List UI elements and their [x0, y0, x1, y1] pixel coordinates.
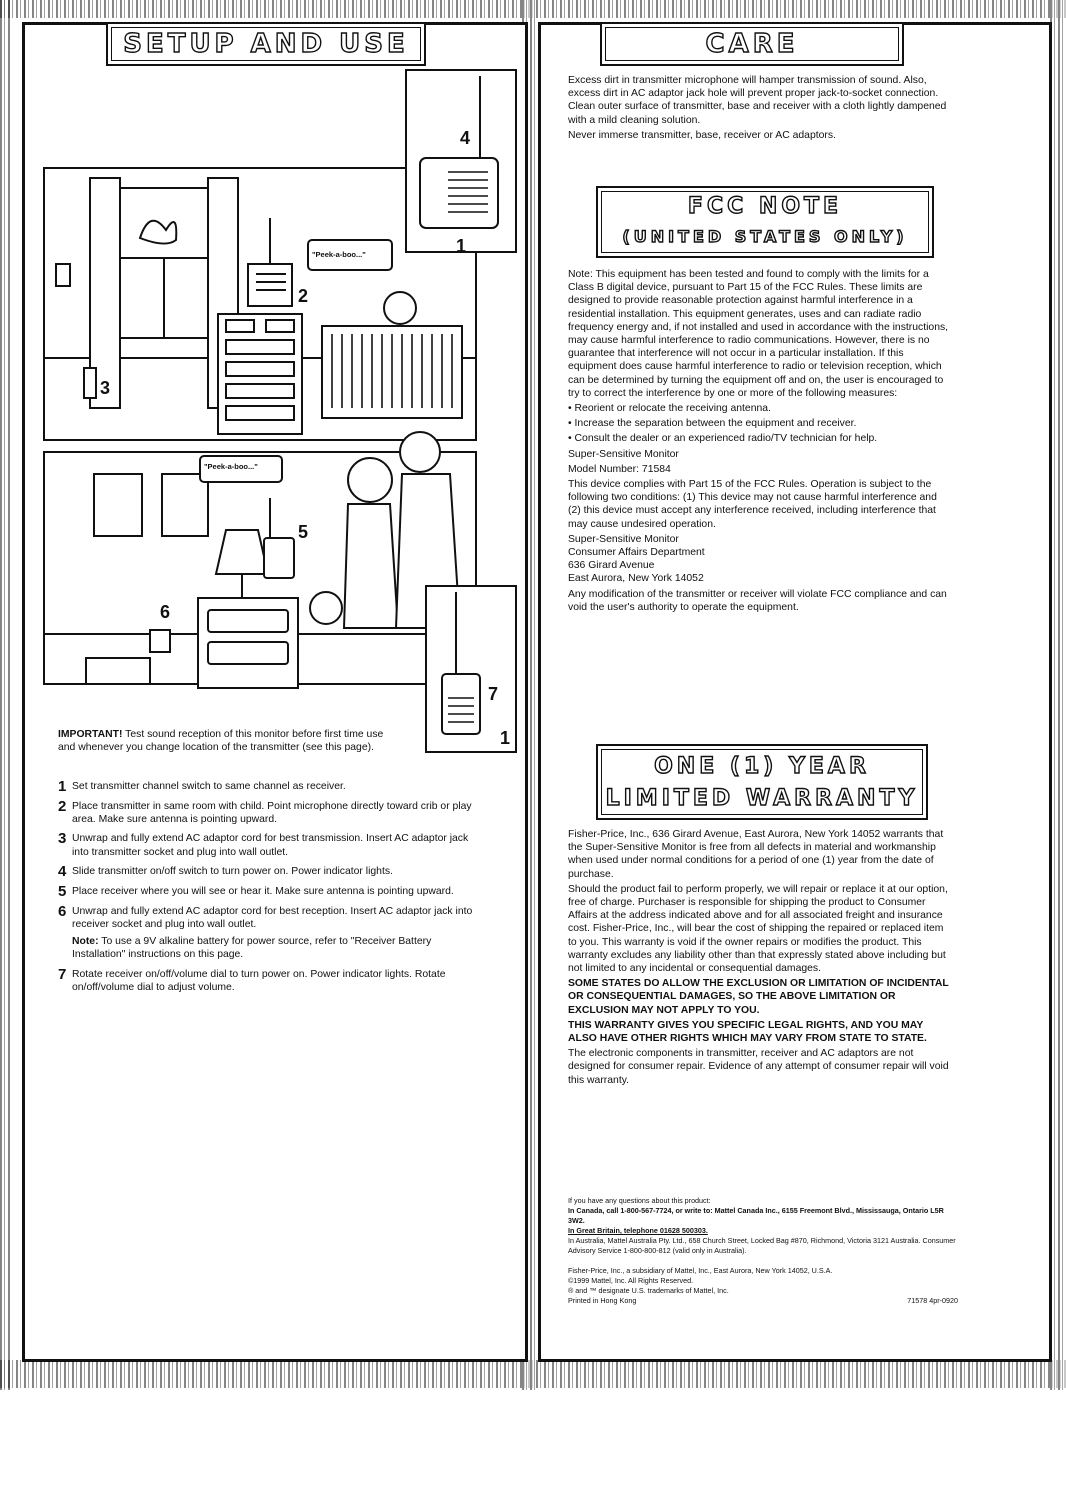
step-number: 7 [58, 965, 67, 983]
receiver-drawing [264, 538, 294, 578]
step-4 [58, 862, 478, 880]
bubble-bottom-text: "Peek-a-boo..." [204, 462, 258, 471]
fcc-product: Super-Sensitive Monitor [568, 448, 679, 460]
step-number: 3 [58, 830, 67, 848]
step-3 [58, 832, 478, 858]
step-number: 5 [58, 882, 67, 900]
important-text: Test sound reception of this monitor before first time use and whenever you change location of the transmitter (see this page). [58, 729, 384, 754]
setup-steps [58, 780, 478, 1000]
footer-questions: If you have any questions about this product: [568, 1196, 711, 1205]
callout-5: 5 [298, 522, 309, 542]
fcc-modification: Any modification of the transmitter or receiver will violate FCC compliance and can void the user's authority to operate the equipment. [568, 588, 947, 613]
callout-1-bottom: 1 [500, 728, 511, 748]
step-text: Set transmitter channel switch to same channel as receiver. [72, 781, 346, 792]
fcc-compliance: This device complies with Part 15 of the FCC Rules. Operation is subject to the following two conditions: (1) This device may not cause harmful interference and (2) this device must accept any interference received, including interference that may cause undesired operation. [568, 479, 937, 530]
warranty-paragraph: Fisher-Price, Inc., 636 Girard Avenue, East Aurora, New York 14052 warrants that the Super-Sensitive Monitor is free from all defects in material and workmanship when used under normal conditions for a period of one (1) year from the date of purchase. [568, 829, 944, 880]
care-immerse-warning: Never immerse transmitter, base, receiver or AC adaptors. [568, 129, 836, 141]
footer-printed: Printed in Hong Kong [568, 1296, 637, 1305]
callout-7: 7 [488, 684, 499, 704]
fcc-measures [568, 402, 952, 446]
step-6 [58, 902, 478, 931]
setup-title-box [106, 22, 426, 66]
step-text: Unwrap and fully extend AC adaptor cord for best reception. Insert AC adaptor jack into receiver socket and plug into wall outlet. [72, 905, 473, 931]
step-number: 1 [58, 778, 67, 795]
warranty-caps-rights: THIS WARRANTY GIVES YOU SPECIFIC LEGAL RIGHTS, AND YOU MAY ALSO HAVE OTHER RIGHTS WHICH MAY VARY FROM STATE TO STATE. [568, 1019, 927, 1045]
fcc-measure: • Consult the dealer or an experienced radio/TV technician for help. [568, 432, 952, 445]
fcc-address-line: East Aurora, New York 14052 [568, 573, 704, 585]
fcc-title: FCC NOTE [687, 194, 843, 219]
fcc-model: Model Number: 71584 [568, 463, 671, 475]
footer-great-britain: In Great Britain, telephone 01628 500303. [568, 1226, 708, 1235]
care-paragraph: Excess dirt in transmitter microphone will hamper transmission of sound. Also, excess dirt in AC adaptor jack hole will prevent proper jack-to-socket connection. Clean outer surface of transmitter, base and receiver with a cloth lightly dampened with a mild cleaning solution. [568, 75, 947, 126]
picture-frame-cat [94, 474, 142, 536]
scan-noise-right [1050, 0, 1066, 1390]
callout-2: 2 [298, 286, 309, 306]
fcc-measure: • Reorient or relocate the receiving antenna. [568, 402, 952, 415]
footer-trademark: ® and ™ designate U.S. trademarks of Mattel, Inc. [568, 1286, 729, 1295]
footer-part-code: 71578 4pr-0920 [907, 1296, 958, 1305]
note-label: Note: [72, 936, 99, 948]
warranty-paragraph: The electronic components in transmitter, receiver and AC adaptors are not designed for consumer repair. Evidence of any attempt of consumer repair will void this warranty. [568, 1048, 949, 1086]
picture-frame-dog [162, 474, 208, 536]
father-figure [400, 432, 440, 472]
scan-noise-left [0, 0, 12, 1390]
fcc-title-frame [601, 191, 929, 253]
step-2 [58, 800, 478, 826]
step-number: 2 [58, 798, 67, 815]
fcc-subtitle: (UNITED STATES ONLY) [622, 227, 908, 246]
step-1 [58, 780, 478, 794]
fcc-title-box [596, 186, 934, 258]
footer-australia: In Australia, Mattel Australia Pty. Ltd., 658 Church Street, Locked Bag #870, Richmond, Victoria 3121 Australia. Consumer Advisory Service 1-800-800-812 (valid only in Australia). [568, 1236, 956, 1255]
care-title-box [600, 22, 904, 66]
important-block [58, 728, 398, 754]
warranty-caps-states: SOME STATES DO ALLOW THE EXCLUSION OR LIMITATION OF INCIDENTAL OR CONSEQUENTIAL DAMAGES, SO THE ABOVE LIMITATION OR EXCLUSION MAY NOT APPLY TO YOU. [568, 978, 949, 1016]
callout-6: 6 [160, 602, 171, 622]
step-number: 6 [58, 902, 67, 920]
callout-4: 4 [460, 128, 471, 148]
mother-figure [348, 458, 392, 502]
warranty-title-line2: LIMITED WARRANTY [605, 786, 919, 811]
warranty-paragraph: Should the product fail to perform properly, we will repair or replace it at our option, free of charge. Purchaser is responsible for shipping the product to Consumer Affairs at the address indicated above and for all associated freight and insurance cost. Fisher-Price, Inc., will bear the cost of shipping the repaired or replaced item to you. This warranty is void if the owner repairs or modifies the product. This warranty excludes any liability other than that expressly stated above including but not limited to any incidental or consequential damages. [568, 883, 948, 975]
fcc-address-line: Super-Sensitive Monitor [568, 533, 679, 545]
fcc-text [568, 268, 952, 616]
step-text: Rotate receiver on/off/volume dial to turn power on. Power indicator lights. Rotate on/off/volume dial to adjust volume. [72, 968, 446, 993]
callout-1-top: 1 [456, 236, 467, 256]
step-text: Unwrap and fully extend AC adaptor cord for best transmission. Insert AC adaptor jack into transmitter socket and plug into wall outlet. [72, 833, 469, 858]
fcc-measure: • Increase the separation between the equipment and receiver. [568, 417, 952, 430]
warranty-title-line1: ONE (1) YEAR [654, 754, 870, 779]
dog-figure [310, 592, 342, 624]
footer-bottom-row [568, 1296, 958, 1306]
step-text: Place transmitter in same room with child. Point microphone directly toward crib or play area. Make sure antenna is pointing upward. [72, 801, 472, 826]
fcc-address-line: 636 Girard Avenue [568, 560, 655, 572]
note-text: To use a 9V alkaline battery for power source, refer to "Receiver Battery Installation" instructions on this page. [72, 936, 432, 961]
setup-illustration [30, 68, 522, 768]
battery-note [58, 935, 478, 961]
callout-3: 3 [100, 378, 111, 398]
step-5 [58, 882, 478, 900]
footer-copyright: ©1999 Mattel, Inc. All Rights Reserved. [568, 1276, 694, 1285]
care-title: CARE [705, 29, 799, 59]
care-text [568, 74, 958, 144]
footer-canada: In Canada, call 1-800-567-7724, or write to: Mattel Canada Inc., 6155 Freemont Blvd., Mississauga, Ontario L5R 3W2. [568, 1206, 944, 1225]
transmitter-drawing [248, 264, 292, 306]
warranty-title-frame [601, 749, 923, 815]
fcc-address-line: Consumer Affairs Department [568, 547, 705, 559]
warranty-title-box [596, 744, 928, 820]
warranty-text [568, 828, 952, 1089]
step-text: Slide transmitter on/off switch to turn power on. Power indicator lights. [72, 865, 393, 877]
step-7 [58, 965, 478, 994]
setup-title: SETUP AND USE [123, 29, 409, 59]
step-text: Place receiver where you will see or hear it. Make sure antenna is pointing upward. [72, 885, 454, 897]
important-label: IMPORTANT! [58, 729, 123, 740]
bubble-top-text: "Peek-a-boo..." [312, 250, 366, 259]
footer [568, 1196, 958, 1306]
fcc-note: Note: This equipment has been tested and found to comply with the limits for a Class B digital device, pursuant to Part 15 of the FCC Rules. These limits are designed to provide reasonable protection against harmful interference in a residential installation. This equipment generates, uses and can radiate radio frequency energy and, if not installed and used in accordance with the instructions, may cause harmful interference to radio communications. However, there is no guarantee that interference will not occur in a particular installation. If this equipment does cause harmful interference to radio or television reception, which can be determined by turning the equipment off and on, the user is encouraged to try to correct the interference by one or more of the following measures: [568, 269, 949, 399]
care-title-frame [605, 27, 899, 61]
step-number: 4 [58, 862, 67, 880]
setup-title-frame [111, 27, 421, 61]
footer-fisher-price: Fisher-Price, Inc., a subsidiary of Mattel, Inc., East Aurora, New York 14052, U.S.A. [568, 1266, 833, 1275]
